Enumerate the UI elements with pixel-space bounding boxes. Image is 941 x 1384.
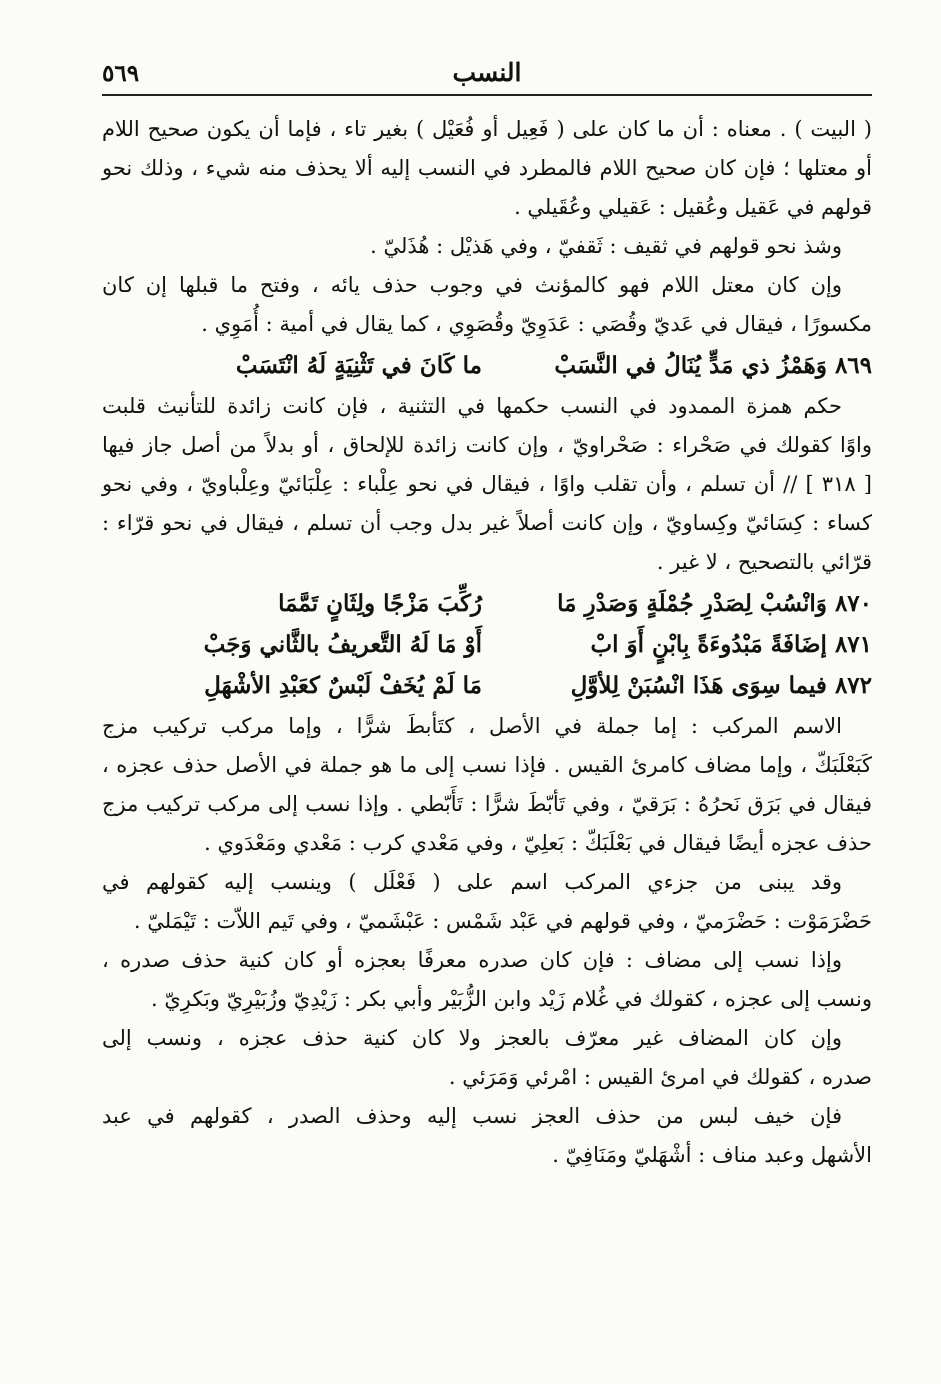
verse-line bbox=[102, 625, 872, 664]
paragraph bbox=[102, 110, 872, 227]
paragraph bbox=[102, 266, 872, 344]
verse-first-hemistich: ٨٧٢ فيما سِوَى هَذَا انْسُبَنْ لِلأوَّلِ bbox=[570, 672, 872, 699]
running-title: النسب bbox=[452, 58, 522, 87]
text-line: وشذ نحو قولهم في ثقيف : ثَقفيّ ، وفي هَذيْل : هُذَليّ . bbox=[370, 234, 842, 258]
page-number: ٥٦٩ bbox=[102, 60, 140, 87]
text-line: وإن كان المضاف غير معرّف بالعجز ولا كان كنية حذف عجزه ، ونسب إلى bbox=[102, 1026, 842, 1050]
verse-line bbox=[102, 346, 872, 385]
text-line: صدره ، كقولك في امرئ القيس : امْرئي وَمَرَئي . bbox=[448, 1065, 872, 1089]
verse-first-hemistich: ٨٧٠ وَانْسُبْ لِصَدْرِ جُمْلَةٍ وَصَدْرِ مَا bbox=[557, 590, 872, 617]
text-line: حذف عجزه أيضًا فيقال في بَعْلَبَكّ : بَعلِيّ ، وفي مَعْدي كرب : مَعْدي ومَعْدَوي . bbox=[204, 831, 872, 855]
text-line: وقد يبنى من جزءي المركب اسم على ( فَعْلَل ) وينسب إليه كقولهم في bbox=[102, 870, 842, 894]
header-rule bbox=[102, 94, 872, 96]
text-line: حَضْرَمَوْت : حَضْرَميّ ، وفي قولهم في عَبْد شَمْس : عَبْشَميّ ، وفي تَيم اللاّت : تَيْمَليّ . bbox=[133, 909, 872, 933]
text-line: وإذا نسب إلى مضاف : فإن كان صدره معرفًا بعجزه أو كان كنية حذف صدره ، bbox=[102, 948, 842, 972]
page-header bbox=[102, 58, 872, 94]
verse-second-hemistich: أَوْ مَا لَهُ التَّعريفُ بالثَّاني وَجَبْ bbox=[203, 631, 482, 658]
text-line: قرّائي بالتصحيح ، لا غير . bbox=[656, 550, 872, 574]
verse-second-hemistich: ما كَانَ في تَثْنِيَةٍ لَهُ انْتَسَبْ bbox=[235, 352, 482, 379]
verse-first-hemistich: ٨٧١ إضَافَةً مَبْدُوءَةً بِابْنٍ أَوَ ابْ bbox=[590, 631, 872, 658]
text-line: فإن خيف لبس من حذف العجز نسب إليه وحذف الصدر ، كقولهم في عبد bbox=[102, 1104, 842, 1128]
paragraph bbox=[102, 387, 872, 582]
text-line: ونسب إلى عجزه ، كقولك في غُلام زَيْد وابن الزُّبَيْر وأبي بكر : زَيْدِيّ وزُبَيْرِيّ وبَكرِيّ . bbox=[150, 987, 872, 1011]
text-line: الاسم المركب : إما جملة في الأصل ، كتَأبطَ شرًّا ، وإما مركب تركيب مزج bbox=[102, 714, 842, 738]
text-line: كَبَعْلَبَكّ ، وإما مضاف كامرئ القيس . فإذا نسب إلى ما هو جملة في الأصل حذف عجزه ، bbox=[102, 753, 872, 777]
paragraph bbox=[102, 707, 872, 863]
verse-second-hemistich: مَا لَمْ يُخَفْ لَبْسٌ كعَبْدِ الأشْهَلِ bbox=[204, 672, 482, 699]
text-line: فيقال في بَرَق نَحرُهُ : بَرَقيّ ، وفي تَأبّطَ شرًّا : تَأَبّطي . وإذا نسب إلى مركب تركيب مزج bbox=[102, 792, 872, 816]
text-line: حكم همزة الممدود في النسب حكمها في التثنية ، فإن كانت زائدة للتأنيث قلبت bbox=[102, 394, 842, 418]
verse-first-hemistich: ٨٦٩ وَهَمْزُ ذي مَدٍّ يُنَالُ في النَّسَبْ bbox=[554, 352, 872, 379]
text-line: قولهم في عَقيل وعُقيل : عَقيلي وعُقَيلي . bbox=[514, 195, 872, 219]
paragraph bbox=[102, 1019, 872, 1097]
paragraph bbox=[102, 1097, 872, 1175]
verse-line bbox=[102, 666, 872, 705]
text-line: كساء : كِسَائيّ وكِساويّ ، وإن كانت أصلاً غير بدل وجب أن تسلم ، فيقال في نحو قرّاء : bbox=[102, 511, 872, 535]
text-line: ( البيت ) . معناه : أن ما كان على ( فَعِيل أو فُعَيْل ) بغير تاء ، فإما أن يكون صحيح اللام bbox=[102, 117, 872, 141]
text-line: الأشهل وعبد مناف : أشْهَليّ ومَنَافِيّ . bbox=[552, 1143, 872, 1167]
verse-second-hemistich: رُكِّبَ مَزْجًا ولِثَانٍ تَمَّمَا bbox=[278, 590, 482, 617]
page-body bbox=[102, 110, 872, 1175]
text-line: أو معتلها ؛ فإن كان صحيح اللام فالمطرد في النسب إليه ألا يحذف منه شيء ، وذلك نحو bbox=[102, 156, 872, 180]
text-line: وإن كان معتل اللام فهو كالمؤنث في وجوب حذف يائه ، وفتح ما قبلها إن كان bbox=[102, 273, 842, 297]
paragraph bbox=[102, 941, 872, 1019]
verse-line bbox=[102, 584, 872, 623]
text-line: [ ٣١٨ ] // أن تسلم ، وأن تقلب واوًا ، فيقال في نحو عِلْباء : عِلْبَائيّ وعِلْباويّ ، وفي نحو bbox=[102, 472, 872, 496]
paragraph bbox=[102, 863, 872, 941]
text-line: واوًا كقولك في صَحْراء : صَحْراويّ ، وإن كانت زائدة للإلحاق ، أو بدلاً من أصل جاز فيها bbox=[102, 433, 872, 457]
text-line: مكسورًا ، فيقال في عَديّ وقُصَي : عَدَوِيّ وقُصَوِي ، كما يقال في أمية : أُمَوِي . bbox=[201, 312, 872, 336]
paragraph bbox=[102, 227, 872, 266]
